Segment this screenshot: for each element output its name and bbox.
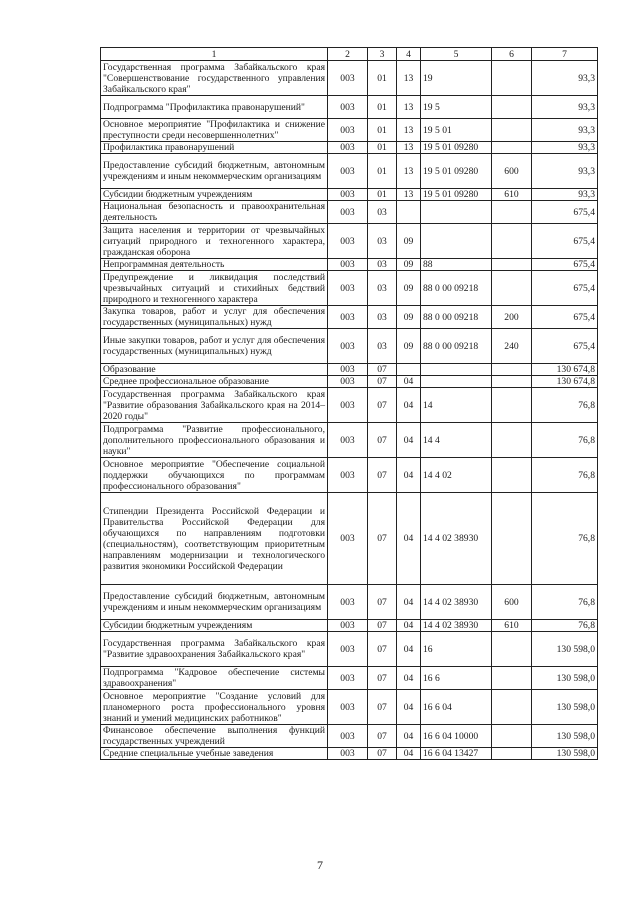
row-pr-cell: 13 [397,61,421,96]
table-row [101,119,598,142]
row-name-cell: Подпрограмма "Кадровое обеспечение системы здравоохранения" [101,667,328,690]
column-header: 3 [368,48,397,61]
column-header: 5 [421,48,492,61]
row-pr-cell: 04 [397,585,421,620]
table-row [101,189,598,201]
row-name-cell: Непрограммная деятельность [101,259,328,271]
table-row [101,364,598,376]
row-pr-cell: 13 [397,119,421,142]
row-sum-cell: 76,8 [532,423,598,458]
row-csr-cell: 16 6 [421,667,492,690]
row-sum-cell: 76,8 [532,493,598,585]
row-pr-cell: 09 [397,329,421,364]
table-row [101,306,598,329]
row-vr-cell [492,388,532,423]
column-header: 2 [328,48,368,61]
row-name-cell: Национальная безопасность и правоохранительная деятельность [101,201,328,224]
row-name-cell: Субсидии бюджетным учреждениям [101,620,328,632]
row-rz-cell: 07 [368,458,397,493]
row-rz-cell: 03 [368,201,397,224]
row-sum-cell: 675,4 [532,329,598,364]
row-vr-cell [492,423,532,458]
row-vr-cell [492,364,532,376]
table-row [101,201,598,224]
row-pr-cell: 04 [397,423,421,458]
row-ved-cell: 003 [328,189,368,201]
row-rz-cell: 03 [368,224,397,259]
row-ved-cell: 003 [328,306,368,329]
row-vr-cell: 200 [492,306,532,329]
row-vr-cell [492,201,532,224]
row-sum-cell: 675,4 [532,306,598,329]
row-ved-cell: 003 [328,224,368,259]
row-csr-cell: 19 5 01 09280 [421,142,492,154]
row-name-cell: Основное мероприятие "Профилактика и снижение преступности среди несовершеннолетних" [101,119,328,142]
row-pr-cell: 13 [397,154,421,189]
table-row [101,585,598,620]
row-rz-cell: 01 [368,96,397,119]
row-rz-cell: 07 [368,388,397,423]
row-vr-cell: 600 [492,154,532,189]
row-sum-cell: 93,3 [532,142,598,154]
row-pr-cell: 13 [397,96,421,119]
row-vr-cell [492,376,532,388]
row-csr-cell: 19 5 [421,96,492,119]
row-rz-cell: 07 [368,620,397,632]
row-rz-cell: 01 [368,189,397,201]
row-ved-cell: 003 [328,376,368,388]
row-pr-cell: 04 [397,620,421,632]
table-row [101,690,598,725]
row-rz-cell: 07 [368,667,397,690]
row-name-cell: Основное мероприятие "Создание условий для планомерного роста профессионального уровня знаний и умений медицинских работников" [101,690,328,725]
row-rz-cell: 03 [368,306,397,329]
row-csr-cell: 88 0 00 09218 [421,329,492,364]
row-pr-cell: 04 [397,748,421,760]
row-name-cell: Подпрограмма "Развитие профессионального, дополнительного профессионального образования и науки" [101,423,328,458]
table-row [101,271,598,306]
row-ved-cell: 003 [328,119,368,142]
row-sum-cell: 76,8 [532,388,598,423]
row-csr-cell: 88 0 00 09218 [421,271,492,306]
row-rz-cell: 07 [368,364,397,376]
row-csr-cell [421,201,492,224]
row-vr-cell: 240 [492,329,532,364]
column-header: 7 [532,48,598,61]
table-row [101,259,598,271]
row-rz-cell: 07 [368,748,397,760]
row-pr-cell: 04 [397,632,421,667]
row-ved-cell: 003 [328,423,368,458]
row-ved-cell: 003 [328,388,368,423]
row-sum-cell: 675,4 [532,201,598,224]
row-sum-cell: 93,3 [532,119,598,142]
row-sum-cell: 130 674,8 [532,364,598,376]
row-name-cell: Предупреждение и ликвидация последствий чрезвычайных ситуаций и стихийных бедствий природного и техногенного характера [101,271,328,306]
row-ved-cell: 003 [328,667,368,690]
row-vr-cell [492,259,532,271]
row-ved-cell: 003 [328,259,368,271]
row-sum-cell: 675,4 [532,224,598,259]
row-sum-cell: 130 598,0 [532,632,598,667]
table-row [101,632,598,667]
row-vr-cell [492,61,532,96]
table-row [101,458,598,493]
row-csr-cell: 19 [421,61,492,96]
row-ved-cell: 003 [328,271,368,306]
row-csr-cell: 16 6 04 10000 [421,725,492,748]
row-ved-cell: 003 [328,61,368,96]
row-rz-cell: 03 [368,329,397,364]
row-pr-cell: 04 [397,667,421,690]
row-name-cell: Стипендии Президента Российской Федерации и Правительства Российской Федерации для обучающихся по направлениям подготовки (специальностям), соответствующим приоритетным направлениям модернизации и технологического развития экономики Российской Федерации [101,493,328,585]
table-row [101,61,598,96]
row-csr-cell: 19 5 01 [421,119,492,142]
row-ved-cell: 003 [328,364,368,376]
row-pr-cell: 04 [397,493,421,585]
row-pr-cell: 09 [397,259,421,271]
row-ved-cell: 003 [328,493,368,585]
row-vr-cell [492,632,532,667]
row-name-cell: Закупка товаров, работ и услуг для обеспечения государственных (муниципальных) нужд [101,306,328,329]
row-csr-cell: 14 4 [421,423,492,458]
row-sum-cell: 130 598,0 [532,725,598,748]
row-name-cell: Защита населения и территории от чрезвычайных ситуаций природного и техногенного характера, гражданская оборона [101,224,328,259]
row-pr-cell: 04 [397,690,421,725]
row-vr-cell [492,690,532,725]
row-ved-cell: 003 [328,458,368,493]
row-vr-cell [492,271,532,306]
row-name-cell: Образование [101,364,328,376]
row-vr-cell: 610 [492,620,532,632]
row-ved-cell: 003 [328,690,368,725]
table-row [101,667,598,690]
row-sum-cell: 76,8 [532,458,598,493]
row-sum-cell: 93,3 [532,61,598,96]
row-csr-cell: 19 5 01 09280 [421,189,492,201]
row-rz-cell: 07 [368,423,397,458]
table-row [101,376,598,388]
row-name-cell: Государственная программа Забайкальского края "Развитие образования Забайкальского края на 2014–2020 годы" [101,388,328,423]
row-name-cell: Среднее профессиональное образование [101,376,328,388]
row-sum-cell: 130 598,0 [532,690,598,725]
row-sum-cell: 675,4 [532,271,598,306]
table-header-row [101,48,598,61]
page-number: 7 [317,858,323,872]
column-header: 1 [101,48,328,61]
row-rz-cell: 03 [368,271,397,306]
row-name-cell: Средние специальные учебные заведения [101,748,328,760]
row-sum-cell: 130 598,0 [532,748,598,760]
column-header: 4 [397,48,421,61]
row-sum-cell: 130 598,0 [532,667,598,690]
table-row [101,154,598,189]
row-ved-cell: 003 [328,154,368,189]
row-ved-cell: 003 [328,748,368,760]
row-name-cell: Финансовое обеспечение выполнения функций государственных учреждений [101,725,328,748]
row-rz-cell: 07 [368,725,397,748]
row-rz-cell: 07 [368,632,397,667]
row-sum-cell: 76,8 [532,620,598,632]
row-name-cell: Основное мероприятие "Обеспечение социальной поддержки обучающихся по программам профессионального образования" [101,458,328,493]
row-rz-cell: 01 [368,154,397,189]
row-sum-cell: 675,4 [532,259,598,271]
row-rz-cell: 01 [368,61,397,96]
table-row [101,388,598,423]
row-csr-cell: 14 4 02 [421,458,492,493]
row-pr-cell: 04 [397,458,421,493]
row-csr-cell: 16 6 04 13427 [421,748,492,760]
row-sum-cell: 93,3 [532,154,598,189]
row-rz-cell: 07 [368,376,397,388]
row-rz-cell: 07 [368,690,397,725]
row-name-cell: Профилактика правонарушений [101,142,328,154]
row-vr-cell [492,667,532,690]
row-rz-cell: 01 [368,142,397,154]
row-vr-cell [492,458,532,493]
row-name-cell: Подпрограмма "Профилактика правонарушений" [101,96,328,119]
table-row [101,96,598,119]
row-csr-cell: 19 5 01 09280 [421,154,492,189]
row-rz-cell: 03 [368,259,397,271]
row-vr-cell: 610 [492,189,532,201]
row-csr-cell: 16 [421,632,492,667]
row-ved-cell: 003 [328,725,368,748]
row-vr-cell: 600 [492,585,532,620]
row-ved-cell: 003 [328,585,368,620]
row-sum-cell: 130 674,8 [532,376,598,388]
row-name-cell: Предоставление субсидий бюджетным, автономным учреждениям и иным некоммерческим организациям [101,154,328,189]
row-pr-cell [397,201,421,224]
row-csr-cell [421,376,492,388]
row-pr-cell: 04 [397,376,421,388]
row-sum-cell: 93,3 [532,189,598,201]
row-csr-cell [421,224,492,259]
row-vr-cell [492,725,532,748]
table-row [101,748,598,760]
table-row [101,725,598,748]
row-csr-cell [421,364,492,376]
row-pr-cell: 13 [397,142,421,154]
column-header: 6 [492,48,532,61]
row-csr-cell: 14 4 02 38930 [421,620,492,632]
row-ved-cell: 003 [328,96,368,119]
row-csr-cell: 16 6 04 [421,690,492,725]
row-csr-cell: 88 [421,259,492,271]
row-csr-cell: 14 [421,388,492,423]
row-sum-cell: 93,3 [532,96,598,119]
row-name-cell: Иные закупки товаров, работ и услуг для обеспечения государственных (муниципальных) нужд [101,329,328,364]
row-pr-cell: 09 [397,224,421,259]
table-row [101,493,598,585]
row-pr-cell: 13 [397,189,421,201]
row-csr-cell: 14 4 02 38930 [421,493,492,585]
row-pr-cell: 04 [397,388,421,423]
row-name-cell: Предоставление субсидий бюджетным, автономным учреждениям и иным некоммерческим организациям [101,585,328,620]
row-pr-cell: 09 [397,306,421,329]
table-row [101,224,598,259]
row-ved-cell: 003 [328,329,368,364]
row-rz-cell: 01 [368,119,397,142]
budget-table [100,47,598,760]
row-pr-cell: 09 [397,271,421,306]
row-ved-cell: 003 [328,142,368,154]
row-csr-cell: 88 0 00 09218 [421,306,492,329]
row-vr-cell [492,224,532,259]
row-name-cell: Государственная программа Забайкальского края "Совершенствование государственного управления Забайкальского края" [101,61,328,96]
row-pr-cell [397,364,421,376]
table-row [101,423,598,458]
row-csr-cell: 14 4 02 38930 [421,585,492,620]
row-vr-cell [492,96,532,119]
row-ved-cell: 003 [328,201,368,224]
row-vr-cell [492,142,532,154]
row-vr-cell [492,748,532,760]
row-rz-cell: 07 [368,585,397,620]
table-row [101,329,598,364]
table-row [101,620,598,632]
row-rz-cell: 07 [368,493,397,585]
row-name-cell: Государственная программа Забайкальского края "Развитие здравоохранения Забайкальского края" [101,632,328,667]
row-sum-cell: 76,8 [532,585,598,620]
row-ved-cell: 003 [328,620,368,632]
row-ved-cell: 003 [328,632,368,667]
table-row [101,142,598,154]
row-pr-cell: 04 [397,725,421,748]
row-vr-cell [492,119,532,142]
row-name-cell: Субсидии бюджетным учреждениям [101,189,328,201]
row-vr-cell [492,493,532,585]
